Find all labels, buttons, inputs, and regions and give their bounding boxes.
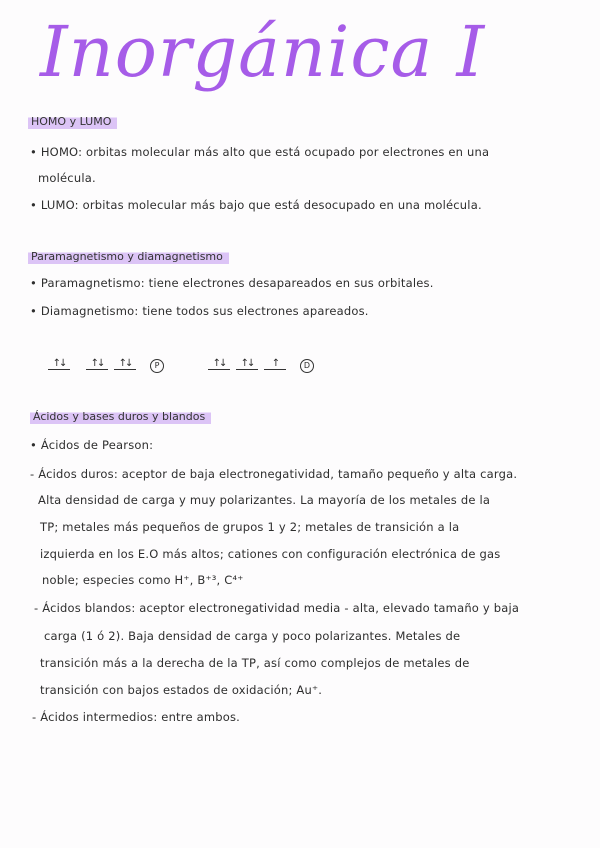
orbital-slot: ↑↓ bbox=[86, 358, 108, 370]
orbital-diagram-diamagnetic bbox=[208, 357, 314, 373]
paramagnetic-marker: P bbox=[150, 359, 164, 373]
text-line: • Paramagnetismo: tiene electrones desapareados en sus orbitales. bbox=[30, 276, 434, 290]
section-heading-hsab: Ácidos y bases duros y blandos bbox=[30, 410, 211, 424]
orbital-slot: ↑↓ bbox=[48, 358, 70, 370]
text-line: transición con bajos estados de oxidación; Au⁺. bbox=[40, 683, 323, 697]
text-line: - Ácidos blandos: aceptor electronegatividad media - alta, elevado tamaño y baja bbox=[34, 601, 520, 615]
orbital-slot: ↑↓ bbox=[208, 358, 230, 370]
text-line: molécula. bbox=[38, 171, 96, 185]
page-title: Inorgánica I bbox=[40, 11, 486, 93]
text-line: • Ácidos de Pearson: bbox=[30, 438, 154, 452]
text-line: Alta densidad de carga y muy polarizantes. La mayoría de los metales de la bbox=[38, 493, 491, 507]
text-line: transición más a la derecha de la TP, así como complejos de metales de bbox=[40, 656, 470, 670]
text-line: TP; metales más pequeños de grupos 1 y 2; metales de transición a la bbox=[40, 520, 460, 534]
text-line: • HOMO: orbitas molecular más alto que está ocupado por electrones en una bbox=[30, 145, 490, 159]
text-line: • Diamagnetismo: tiene todos sus electrones apareados. bbox=[30, 304, 369, 318]
section-heading-magnetism: Paramagnetismo y diamagnetismo bbox=[28, 250, 229, 264]
section-heading-homo-lumo: HOMO y LUMO bbox=[28, 115, 117, 129]
text-line: izquierda en los E.O más altos; cationes con configuración electrónica de gas bbox=[40, 547, 501, 561]
text-line: - Ácidos duros: aceptor de baja electronegatividad, tamaño pequeño y alta carga. bbox=[30, 467, 518, 481]
orbital-slot: ↑ bbox=[264, 358, 286, 370]
diamagnetic-marker: D bbox=[300, 359, 314, 373]
orbital-diagram-paramagnetic bbox=[48, 357, 164, 373]
text-line: carga (1 ó 2). Baja densidad de carga y poco polarizantes. Metales de bbox=[44, 629, 461, 643]
orbital-slot: ↑↓ bbox=[236, 358, 258, 370]
text-line: • LUMO: orbitas molecular más bajo que está desocupado en una molécula. bbox=[30, 198, 482, 212]
text-line: - Ácidos intermedios: entre ambos. bbox=[32, 710, 241, 724]
orbital-slot: ↑↓ bbox=[114, 358, 136, 370]
text-line: noble; especies como H⁺, B⁺³, C⁴⁺ bbox=[42, 573, 244, 587]
